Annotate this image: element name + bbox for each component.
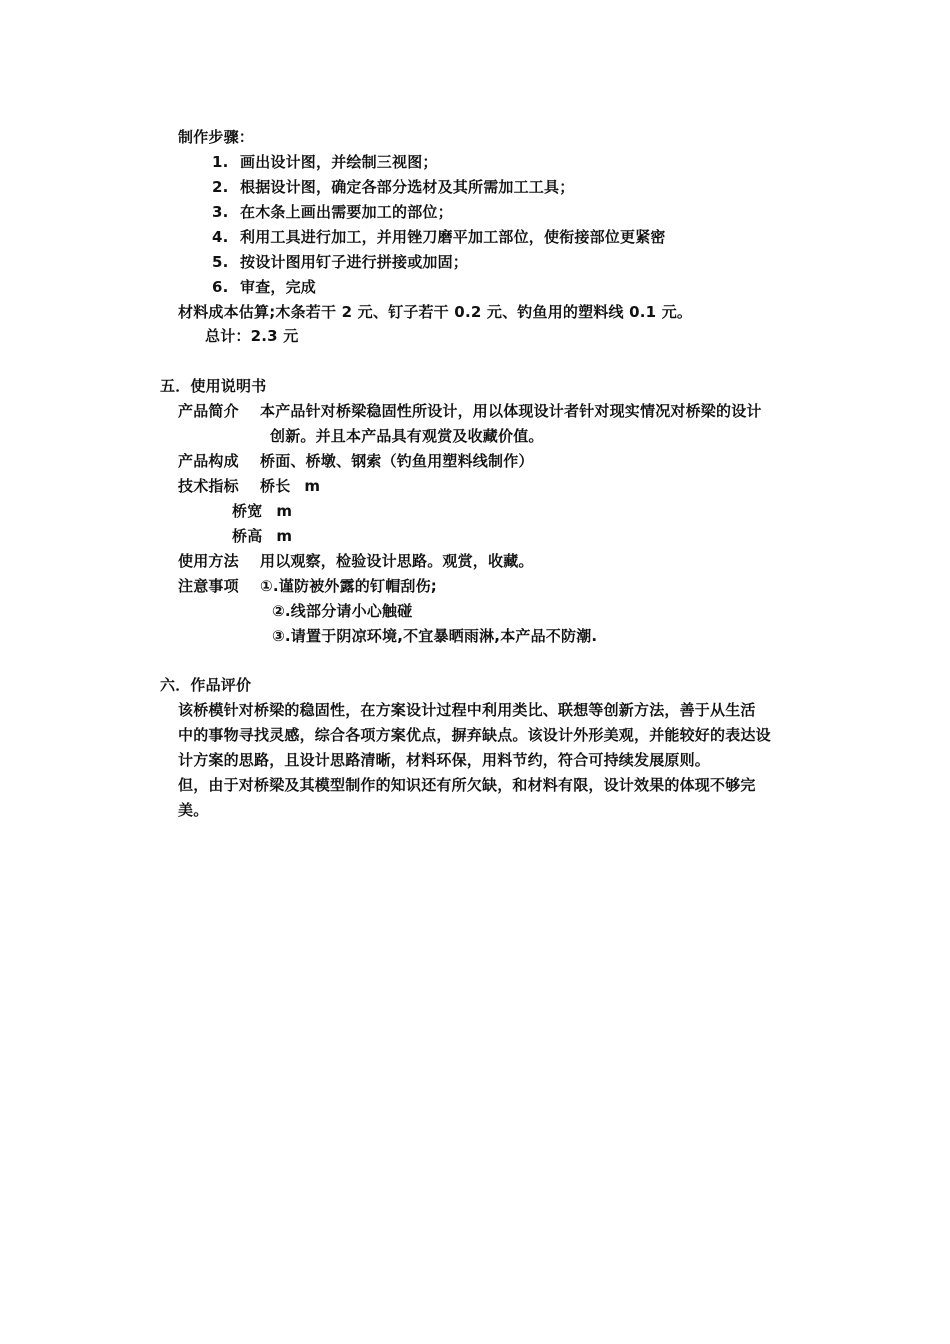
intro-text: 本产品针对桥梁稳固性所设计，用以体现设计者针对现实情况对桥梁的设计: [260, 402, 762, 420]
tech-height-unit: m: [276, 527, 293, 545]
usage-label: 使用方法: [178, 552, 239, 570]
step-text: 按设计图用钉子进行拼接或加固；: [240, 253, 469, 271]
intro-label: 产品简介: [178, 402, 239, 420]
tech-label: 技术指标: [178, 477, 239, 495]
evaluation-line: 但，由于对桥梁及其模型制作的知识还有所欠缺，和材料有限，设计效果的体现不够完: [178, 776, 756, 794]
note-item: ②.线部分请小心触碰: [272, 602, 413, 620]
step-item: [212, 251, 468, 273]
intro-text-continued: 创新。并且本产品具有观赏及收藏价值。: [270, 427, 544, 445]
manual-heading: 五．使用说明书: [160, 377, 267, 395]
composition-label: 产品构成: [178, 452, 239, 470]
notes-label: 注意事项: [178, 577, 239, 595]
cost-total: 总计：2.3 元: [205, 327, 299, 345]
tech-height-row: [232, 525, 292, 547]
step-item: [212, 226, 666, 248]
intro-row: [178, 400, 762, 422]
tech-height-label: 桥高: [232, 527, 263, 545]
evaluation-line: 该桥模针对桥梁的稳固性，在方案设计过程中利用类比、联想等创新方法，善于从生活: [178, 701, 756, 719]
step-text: 根据设计图，确定各部分选材及其所需加工工具；: [240, 178, 575, 196]
step-number: 6.: [212, 278, 229, 296]
step-text: 画出设计图，并绘制三视图；: [240, 153, 438, 171]
tech-width-unit: m: [276, 502, 293, 520]
evaluation-line: 美。: [178, 801, 209, 819]
step-item: [212, 201, 453, 223]
tech-row: [178, 475, 320, 497]
step-text: 在木条上画出需要加工的部位；: [240, 203, 453, 221]
tech-width-label: 桥宽: [232, 502, 263, 520]
step-number: 1.: [212, 153, 229, 171]
evaluation-line: 中的事物寻找灵感，综合各项方案优点，摒弃缺点。该设计外形美观，并能较好的表达设: [178, 726, 771, 744]
tech-length-unit: m: [304, 477, 321, 495]
tech-width-row: [232, 500, 292, 522]
step-number: 3.: [212, 203, 229, 221]
cost-estimate: 材料成本估算;木条若干 2 元、钉子若干 0.2 元、钓鱼用的塑料线 0.1 元。: [178, 303, 693, 321]
evaluation-heading: 六．作品评价: [160, 676, 252, 694]
step-item: [212, 151, 438, 173]
step-number: 2.: [212, 178, 229, 196]
note-item: ③.请置于阴凉环境,不宜暴晒雨淋,本产品不防潮.: [272, 627, 598, 645]
composition-row: [178, 450, 534, 472]
usage-text: 用以观察，检验设计思路。观赏，收藏。: [260, 552, 534, 570]
steps-heading: 制作步骤：: [178, 128, 255, 146]
step-number: 4.: [212, 228, 229, 246]
notes-row: [178, 575, 437, 597]
step-item: [212, 276, 316, 298]
evaluation-line: 计方案的思路，且设计思路清晰，材料环保，用料节约，符合可持续发展原则。: [178, 751, 711, 769]
composition-text: 桥面、桥墩、钢索（钓鱼用塑料线制作）: [260, 452, 534, 470]
usage-row: [178, 550, 534, 572]
step-item: [212, 176, 574, 198]
step-number: 5.: [212, 253, 229, 271]
step-text: 利用工具进行加工，并用锉刀磨平加工部位，使衔接部位更紧密: [240, 228, 666, 246]
tech-length-label: 桥长: [260, 477, 291, 495]
step-text: 审查，完成: [240, 278, 317, 296]
note-item: ①.谨防被外露的钉帽刮伤;: [260, 577, 437, 595]
